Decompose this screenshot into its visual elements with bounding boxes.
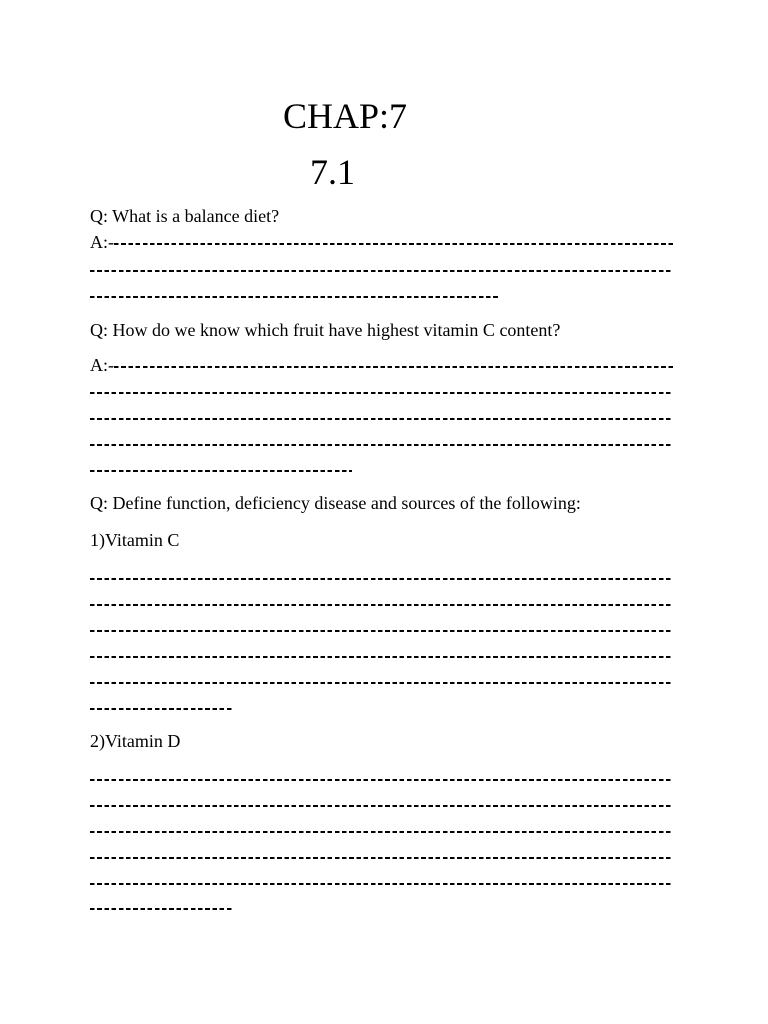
question-2: Q: How do we know which fruit have highest vitamin C content? [90,320,561,340]
answer-1-line-1[interactable] [90,231,673,253]
vitamin-d-line-4[interactable] [90,845,673,867]
answer-1-prefix: A:- [90,232,114,252]
answer-2-line-3[interactable] [90,406,673,428]
vitamin-d-line-1[interactable] [90,767,673,789]
item-vitamin-d-label: 2)Vitamin D [90,731,181,751]
question-1: Q: What is a balance diet? [90,206,280,226]
vitamin-c-line-3[interactable] [90,618,673,640]
item-vitamin-c-label: 1)Vitamin C [90,530,180,550]
answer-2-line-5[interactable] [90,458,352,480]
section-number: 7.1 [310,152,355,192]
vitamin-d-line-2[interactable] [90,793,673,815]
chapter-title: CHAP:7 [283,96,408,136]
vitamin-c-line-1[interactable] [90,566,673,588]
answer-1-line-2[interactable] [90,258,673,280]
vitamin-c-line-6[interactable] [90,696,232,718]
vitamin-c-line-4[interactable] [90,644,673,666]
answer-1-line-3[interactable] [90,284,498,306]
vitamin-c-line-2[interactable] [90,592,673,614]
vitamin-c-line-5[interactable] [90,670,673,692]
vitamin-d-line-5[interactable] [90,871,673,893]
answer-2-line-4[interactable] [90,432,673,454]
answer-2-line-2[interactable] [90,380,673,402]
vitamin-d-line-6[interactable] [90,896,232,918]
question-3: Q: Define function, deficiency disease and sources of the following: [90,493,581,513]
vitamin-d-line-3[interactable] [90,819,673,841]
answer-2-line-1[interactable] [90,354,673,376]
answer-2-prefix: A:- [90,355,114,375]
